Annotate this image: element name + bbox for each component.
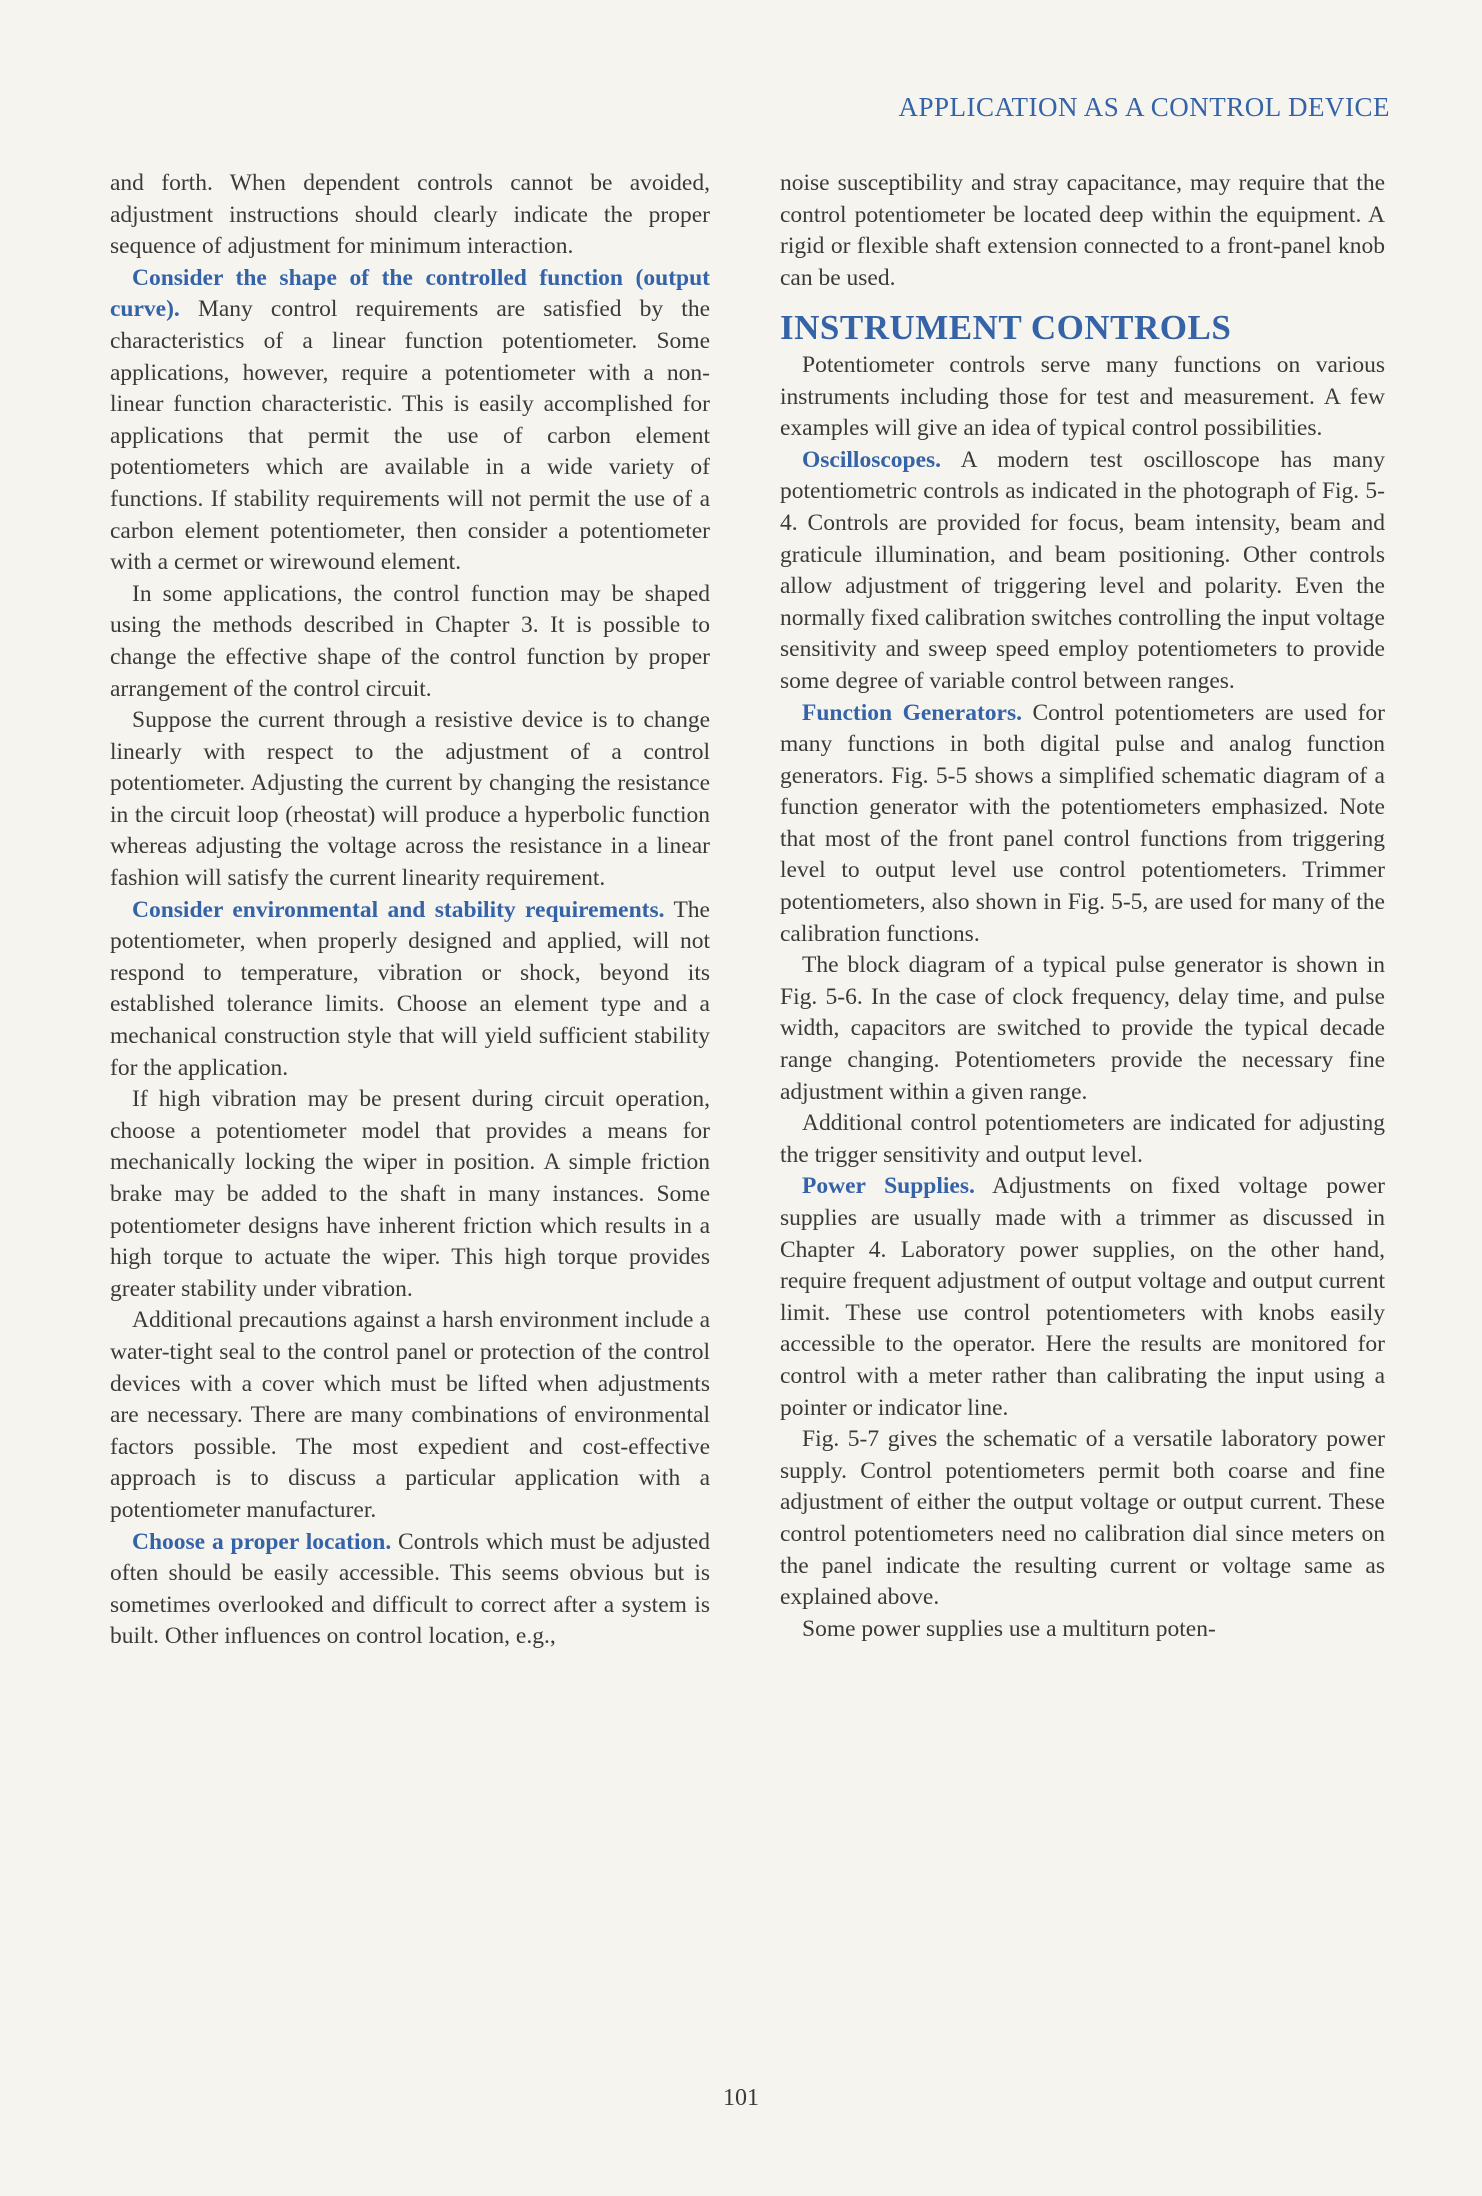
paragraph [110, 895, 710, 1085]
paragraph-text: Many control requirements are satisfied by the characteristics of a linear function potentiometer. Some applications, however, require a potentiometer with a non-linear function characteristic. This is easily accomplished for applications that permit the use of carbon element potentiometers which are available in a wide variety of functions. If stability requirements will not permit the use of a carbon element potentiometer, then consider a potentiometer with a cermet or wirewound element. [110, 296, 710, 576]
section-heading: INSTRUMENT CONTROLS [780, 308, 1232, 348]
left-column [110, 168, 710, 1653]
paragraph: Suppose the current through a resistive device is to change linearly with respect to the adjustment of a control potentiometer. Adjusting the current by changing the resistance in the circuit loop (rheostat) will produce a hyperbolic function whereas adjusting the voltage across the resistance in a linear fashion will satisfy the current linearity requirement. [110, 707, 710, 892]
running-header: APPLICATION AS A CONTROL DEVICE [898, 92, 1390, 122]
paragraph: Additional control potentiometers are indicated for adjusting the trigger sensitivity and output level. [780, 1110, 1385, 1168]
paragraph: Additional precautions against a harsh environment include a water-tight seal to the control panel or protection of the control devices with a cover which must be lifted when adjustments are necessary. There are many combinations of environmental factors possible. The most expedient and cost-effective approach is to discuss a particular application with a potentiometer manufacturer. [110, 1307, 710, 1523]
right-column [780, 168, 1385, 1645]
paragraph [780, 1171, 1385, 1424]
paragraph [110, 1527, 710, 1653]
paragraph: In some applications, the control function may be shaped using the methods described in Chapter 3. It is possible to change the effective shape of the control function by proper arrangement of the control circuit. [110, 580, 710, 702]
paragraph [780, 698, 1385, 951]
run-in-heading: Consider environmental and stability requirements. [132, 896, 665, 923]
paragraph: Fig. 5-7 gives the schematic of a versatile laboratory power supply. Control potentiometers permit both coarse and fine adjustment of either the output voltage or output current. These control potentiometers need no calibration dial since meters on the panel indicate the resulting current or voltage same as explained above. [780, 1426, 1385, 1611]
paragraph [780, 445, 1385, 698]
paragraph: If high vibration may be present during circuit operation, choose a potentiometer model that provides a means for mechanically locking the wiper in position. A simple friction brake may be added to the shaft in many instances. Some potentiometer designs have inherent friction which results in a high torque to actuate the wiper. This high torque provides greater stability under vibration. [110, 1086, 710, 1302]
paragraph-text: A modern test oscilloscope has many potentiometric controls as indicated in the photograph of Fig. 5-4. Controls are provided for focus, beam intensity, beam and graticule illumination, and beam positioning. Other controls allow adjustment of triggering level and polarity. Even the normally fixed calibration switches controlling the input voltage sensitivity and sweep speed employ potentiometers to provide some degree of variable control between ranges. [780, 446, 1385, 694]
paragraph-text: Adjustments on fixed voltage power supplies are usually made with a trimmer as discussed in Chapter 4. Laboratory power supplies, on the other hand, require frequent adjustment of output voltage and output current limit. These use control potentiometers with knobs easily accessible to the operator. Here the results are monitored for control with a meter rather than calibrating the input using a pointer or indicator line. [780, 1173, 1385, 1421]
paragraph: noise susceptibility and stray capacitance, may require that the control potentiometer be located deep within the equipment. A rigid or flexible shaft extension connected to a front-panel knob can be used. [780, 170, 1385, 291]
paragraph: and forth. When dependent controls cannot be avoided, adjustment instructions should clearly indicate the proper sequence of adjustment for minimum interaction. [110, 170, 710, 260]
paragraph-text: Control potentiometers are used for many functions in both digital pulse and analog function generators. Fig. 5-5 shows a simplified schematic diagram of a function generator with the potentiometers emphasized. Note that most of the front panel control functions from triggering level to output level use control potentiometers. Trimmer potentiometers, also shown in Fig. 5-5, are used for many of the calibration functions. [780, 699, 1385, 947]
run-in-heading: Power Supplies. [802, 1173, 975, 1200]
run-in-heading: Oscilloscopes. [802, 446, 942, 473]
run-in-heading: Function Generators. [802, 699, 1022, 726]
paragraph: The block diagram of a typical pulse generator is shown in Fig. 5-6. In the case of clock frequency, delay time, and pulse width, capacitors are switched to provide the typical decade range changing. Potentiometers provide the necessary fine adjustment within a given range. [780, 952, 1385, 1105]
page-number: 101 [723, 2085, 759, 2111]
run-in-heading: Consider the shape of the controlled function (output curve). [110, 264, 710, 323]
run-in-heading: Choose a proper location. [132, 1528, 392, 1555]
paragraph: Some power supplies use a multiturn poten- [802, 1615, 1216, 1642]
paragraph-text: The potentiometer, when properly designed and applied, will not respond to temperature, vibration or shock, beyond its established tolerance limits. Choose an element type and a mechanical construction style that will yield sufficient stability for the application. [110, 896, 710, 1081]
paragraph-text: Controls which must be adjusted often should be easily accessible. This seems obvious but is sometimes overlooked and difficult to correct after a system is built. Other influences on control location, e.g., [110, 1528, 710, 1650]
paragraph: Potentiometer controls serve many functions on various instruments including those for test and measurement. A few examples will give an idea of typical control possibilities. [780, 351, 1385, 442]
paragraph [110, 263, 710, 579]
